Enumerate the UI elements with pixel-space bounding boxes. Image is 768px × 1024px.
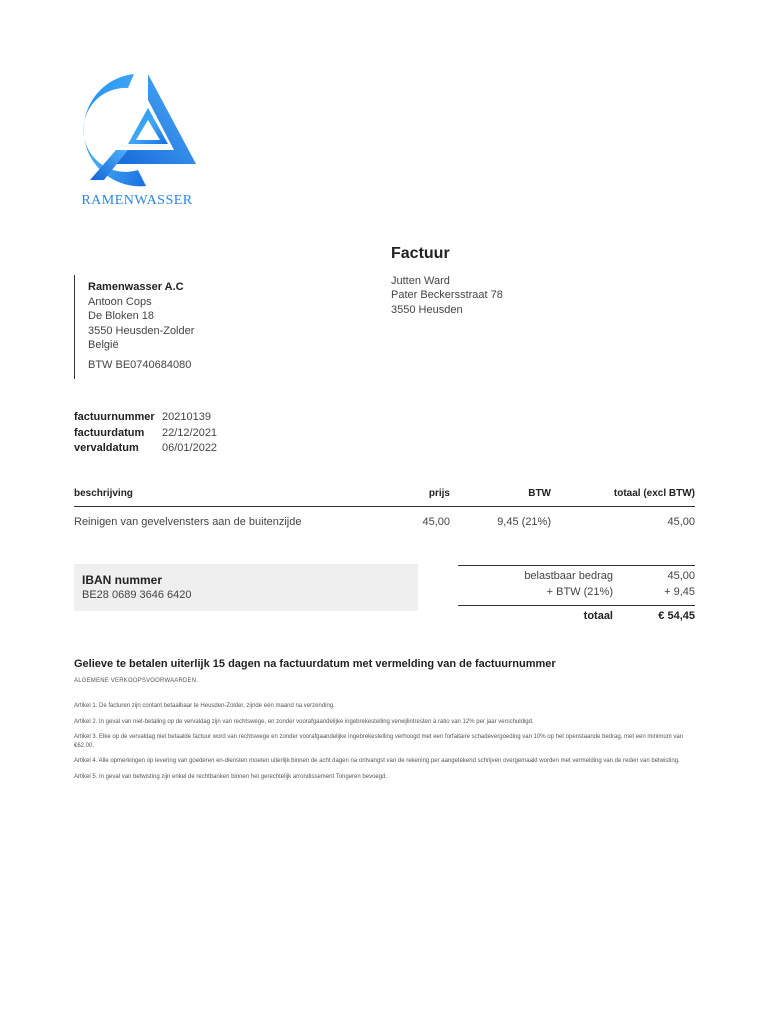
meta-row-number: [74, 410, 217, 426]
total-label: totaal: [583, 610, 613, 622]
meta-label: vervaldatum: [74, 442, 139, 454]
header-total: totaal (excl BTW): [613, 488, 695, 499]
sender-contact: Antoon Cops: [88, 295, 152, 308]
row-total: 45,00: [667, 516, 695, 528]
terms-title: ALGEMENE VERKOOPSVOORWAARDEN.: [74, 678, 199, 684]
sender-block: [74, 275, 194, 379]
taxable-row: [458, 568, 695, 584]
totals-block: [458, 565, 695, 626]
btw-label: + BTW (21%): [546, 586, 613, 598]
total-row: [458, 606, 695, 626]
recipient-name: Jutten Ward: [391, 275, 450, 287]
term-item: Artikel 3. Elke op de vervaldag niet betaalde factuur word van rechtswege en zonder voorafgaandelijke ingebrekestelling verhoogd met een forfaitaire schadevergoeding van 10% op het openstaande bedrag, met een minimum van €62.00.: [74, 734, 684, 749]
btw-row: [458, 584, 695, 600]
header-btw: BTW: [528, 488, 551, 499]
term-item: Artikel 1. De facturen zijn contant betaalbaar te Heusden-Zolder, zijnde één maand na verzending.: [74, 703, 335, 709]
meta-value: 06/01/2022: [162, 442, 218, 454]
document-title: Factuur: [391, 245, 450, 262]
iban-label: IBAN nummer: [82, 573, 163, 587]
table-row: [74, 507, 695, 537]
header-price: prijs: [428, 488, 450, 499]
sender-company: Ramenwasser A.C: [88, 281, 184, 293]
sender-vat: BTW BE0740684080: [88, 358, 192, 371]
sender-country: België: [88, 339, 119, 352]
term-item: Artikel 2. In geval van niet-betaling op de vervaldag zijn van rechtswege, en zonder voorafgaandelijke ingebrekestelling verwijlintresten à ratio van 12% per jaar verschuldigd.: [74, 718, 534, 725]
company-logo: [76, 70, 200, 210]
header-description: beschrijving: [74, 488, 133, 499]
meta-label: factuurnummer: [74, 411, 155, 423]
iban-value: BE28 0689 3646 6420: [82, 589, 192, 601]
meta-value: 22/12/2021: [162, 426, 218, 439]
taxable-label: belastbaar bedrag: [524, 570, 613, 582]
total-value: € 54,45: [658, 610, 695, 622]
taxable-value: 45,00: [667, 570, 695, 582]
invoice-meta: [74, 410, 217, 457]
terms-list: [74, 702, 696, 788]
recipient-block: [391, 274, 503, 317]
sender-street: De Bloken 18: [88, 310, 155, 323]
iban-box: [74, 564, 418, 611]
meta-row-date: [74, 426, 217, 442]
row-description: Reinigen van gevelvensters aan de buitenzijde: [74, 516, 302, 528]
term-item: Artikel 4. Alle opmerkingen op levering van goederen en-diensten moeten uiterlijk binnen de acht dagen na ontvangst van de rekening per aangetekend schrijven overgemaakt worden met vermelding van de reden van betwisting.: [74, 758, 680, 764]
meta-row-due: [74, 441, 217, 457]
recipient-street: Pater Beckersstraat 78: [391, 289, 503, 302]
row-price: 45,00: [422, 516, 450, 528]
logo-text: RAMENWASSER: [81, 193, 193, 208]
row-btw: 9,45 (21%): [497, 516, 551, 528]
term-item: Artikel 5. In geval van betwisting zijn enkel de rechtbanken binnen het gerechtelijk arrondissement Tongeren bevoegd.: [74, 773, 388, 780]
sender-city: 3550 Heusden-Zolder: [88, 324, 195, 337]
table-header: [74, 488, 695, 507]
items-table: [74, 488, 695, 537]
recipient-city: 3550 Heusden: [391, 303, 463, 316]
btw-value: + 9,45: [664, 586, 695, 598]
payment-note: Gelieve te betalen uiterlijk 15 dagen na factuurdatum met vermelding van de factuurnummer: [74, 658, 556, 670]
meta-label: factuurdatum: [74, 426, 145, 439]
meta-value: 20210139: [162, 411, 211, 423]
